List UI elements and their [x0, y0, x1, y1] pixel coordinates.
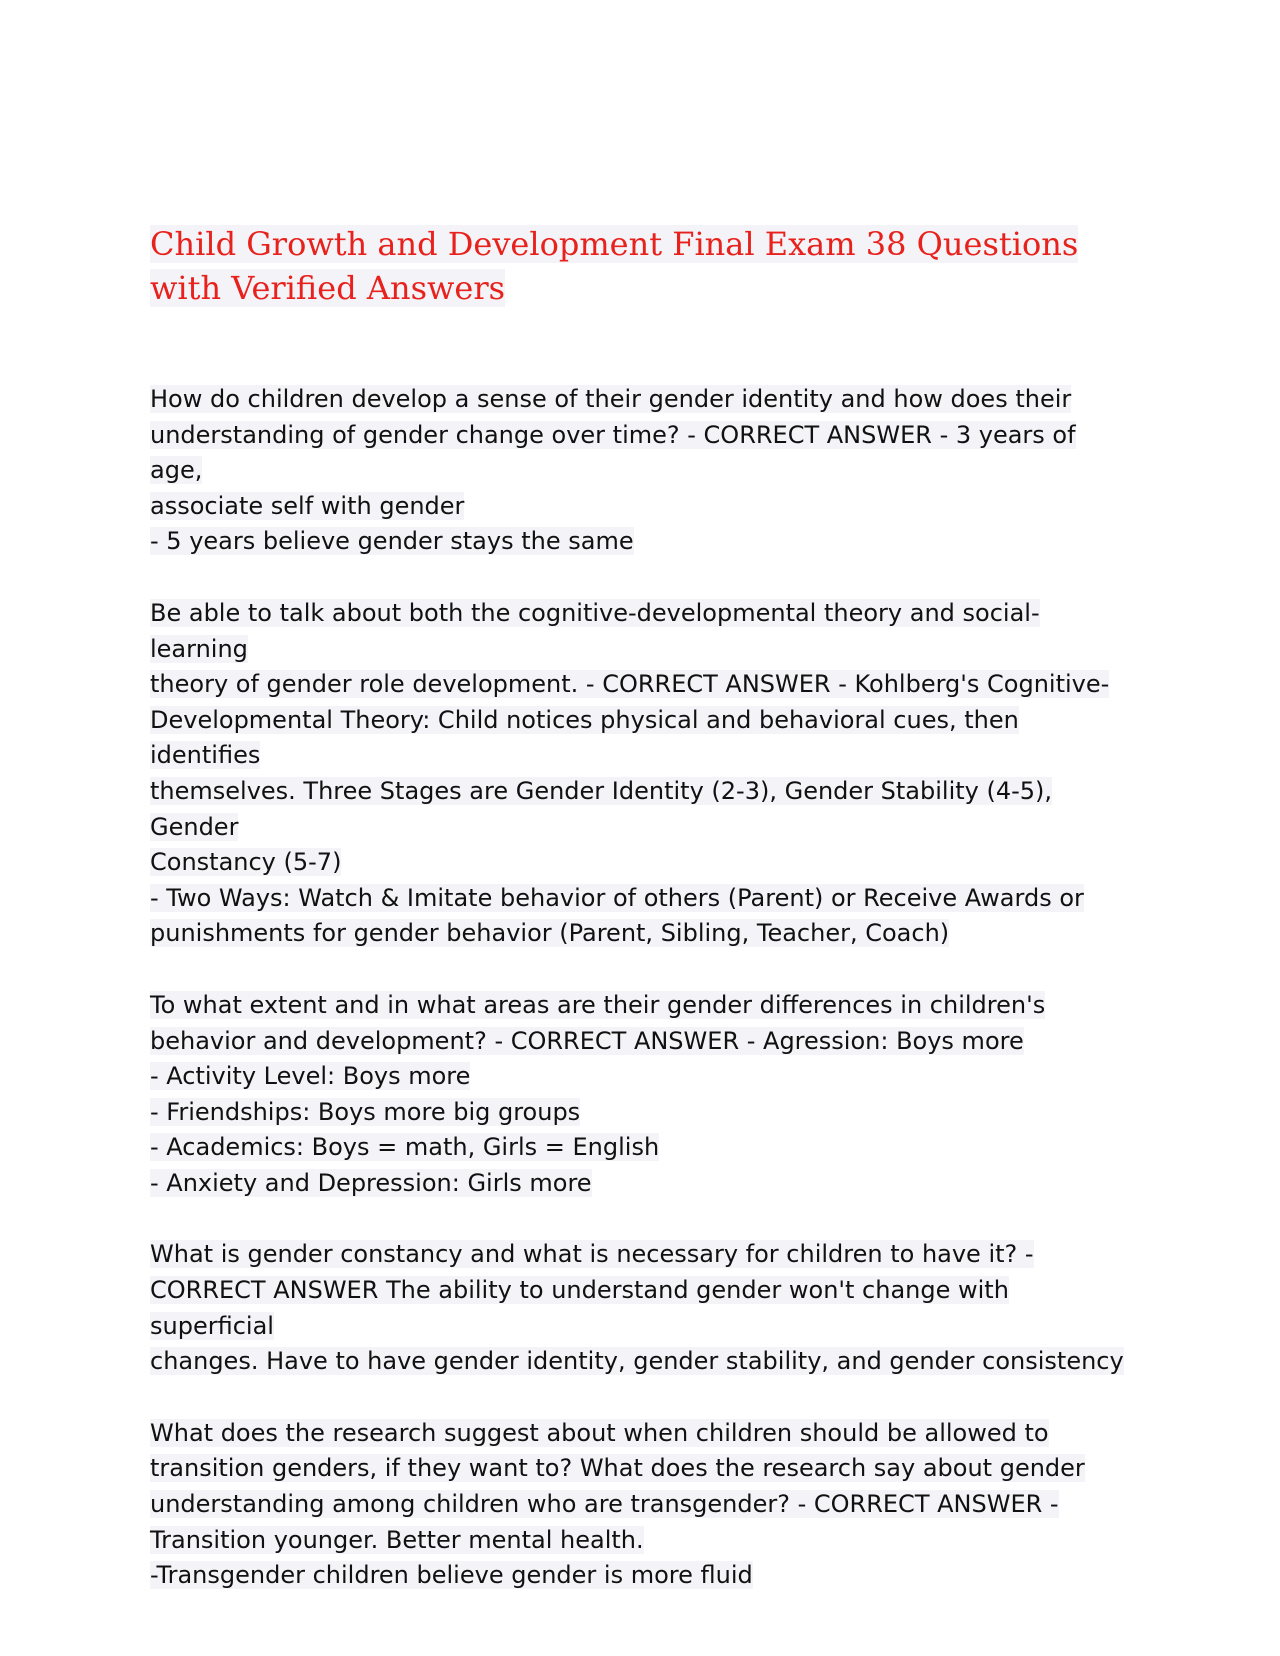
- qa-line: understanding of gender change over time? - CORRECT ANSWER - 3 years of age,: [150, 420, 1076, 485]
- qa-line: Be able to talk about both the cognitive-developmental theory and social-learning: [150, 598, 1040, 663]
- qa-line: Developmental Theory: Child notices physical and behavioral cues, then identifies: [150, 705, 1019, 770]
- qa-line: Transition younger. Better mental health.: [150, 1525, 644, 1554]
- qa-line: changes. Have to have gender identity, gender stability, and gender consistency: [150, 1347, 1124, 1376]
- qa-block: [150, 382, 1135, 560]
- qa-line: -Transgender children believe gender is more fluid: [150, 1561, 753, 1590]
- qa-block: [150, 1237, 1135, 1379]
- document-title: [150, 222, 1135, 310]
- qa-line: - Academics: Boys = math, Girls = English: [150, 1133, 660, 1162]
- qa-line: theory of gender role development. - CORRECT ANSWER - Kohlberg's Cognitive-: [150, 670, 1110, 699]
- qa-line: understanding among children who are transgender? - CORRECT ANSWER -: [150, 1490, 1059, 1519]
- qa-line: themselves. Three Stages are Gender Identity (2-3), Gender Stability (4-5), Gender: [150, 776, 1053, 841]
- qa-line: transition genders, if they want to? What does the research say about gender: [150, 1454, 1085, 1483]
- qa-list: [150, 382, 1135, 1594]
- qa-block: [150, 988, 1135, 1202]
- qa-line: How do children develop a sense of their gender identity and how does their: [150, 385, 1072, 413]
- qa-line: What is gender constancy and what is necessary for children to have it? -: [150, 1240, 1034, 1269]
- title-line: with Verified Answers: [150, 269, 506, 307]
- qa-line: - Anxiety and Depression: Girls more: [150, 1168, 592, 1197]
- qa-line: CORRECT ANSWER The ability to understand gender won't change with superficial: [150, 1276, 1009, 1340]
- qa-line: behavior and development? - CORRECT ANSWER - Agression: Boys more: [150, 1026, 1024, 1055]
- qa-line: Constancy (5-7): [150, 848, 342, 877]
- qa-line: - Two Ways: Watch & Imitate behavior of others (Parent) or Receive Awards or: [150, 883, 1084, 912]
- qa-line: What does the research suggest about when children should be allowed to: [150, 1418, 1049, 1447]
- document-content: [150, 222, 1135, 1630]
- qa-line: To what extent and in what areas are their gender differences in children's: [150, 990, 1046, 1019]
- qa-line: - 5 years believe gender stays the same: [150, 527, 634, 556]
- qa-line: - Activity Level: Boys more: [150, 1062, 471, 1091]
- qa-line: punishments for gender behavior (Parent, Sibling, Teacher, Coach): [150, 919, 950, 948]
- title-line: Child Growth and Development Final Exam 38 Questions: [150, 225, 1079, 263]
- qa-line: associate self with gender: [150, 491, 465, 520]
- qa-block: [150, 596, 1135, 952]
- qa-line: - Friendships: Boys more big groups: [150, 1097, 581, 1126]
- qa-block: [150, 1416, 1135, 1594]
